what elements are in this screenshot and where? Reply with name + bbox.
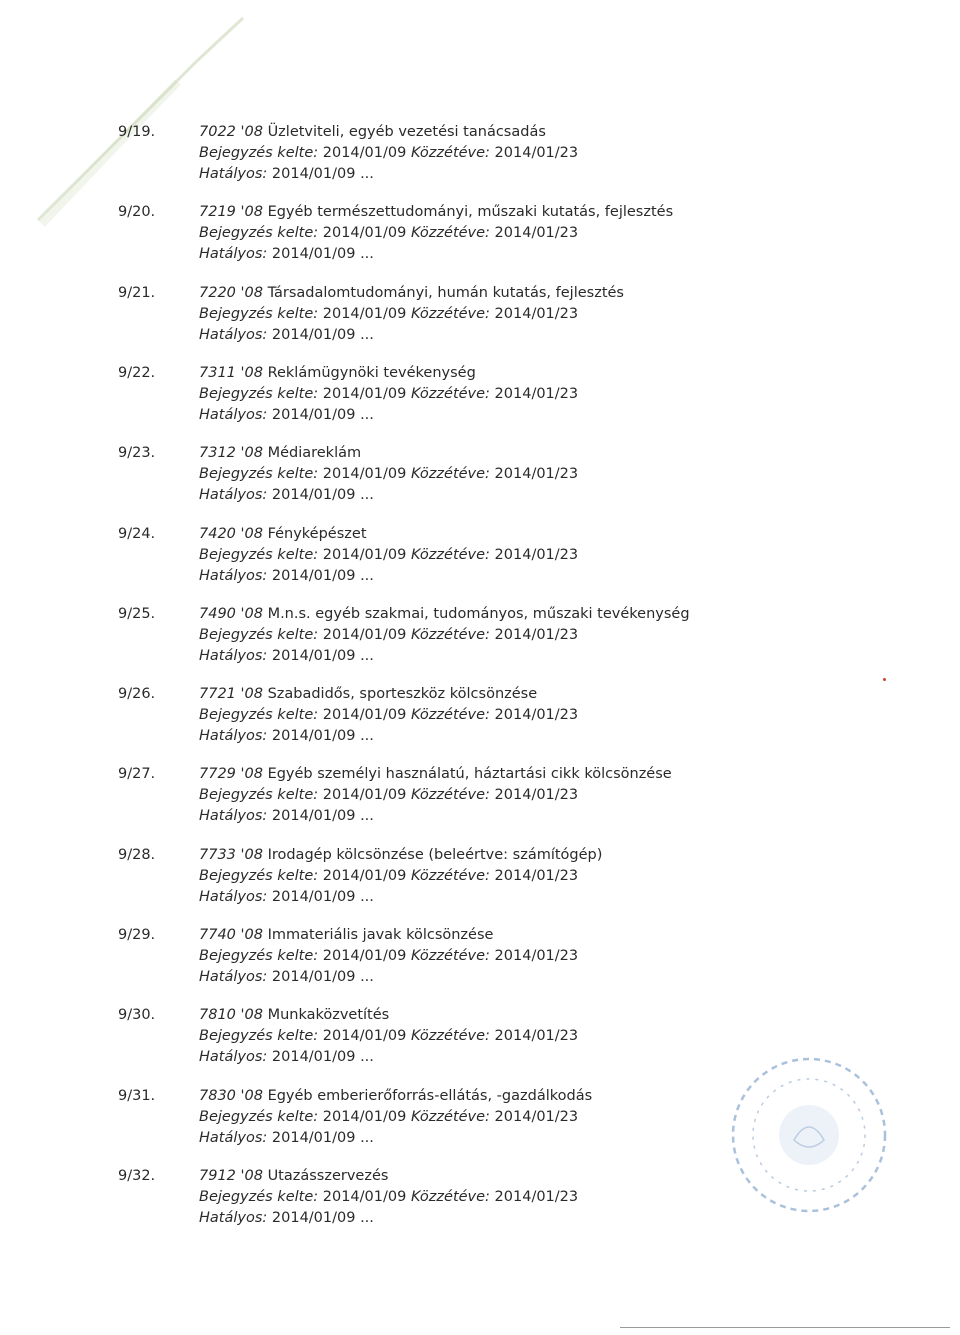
activity-entry — [0, 202, 900, 268]
teaor-code: 7420 '08 — [199, 526, 263, 542]
entry-number: 9/23. — [118, 445, 156, 461]
published-date: 2014/01/23 — [494, 868, 579, 884]
published-label: Közzétéve: — [410, 547, 490, 563]
effective-label: Hatályos: — [199, 808, 268, 824]
effective-date: 2014/01/09 ... — [271, 166, 374, 182]
effective-label: Hatályos: — [199, 407, 268, 423]
effective-date: 2014/01/09 ... — [271, 1210, 374, 1226]
published-label: Közzétéve: — [410, 948, 490, 964]
published-label: Közzétéve: — [410, 1028, 490, 1044]
published-label: Közzétéve: — [410, 1189, 490, 1205]
registration-date: 2014/01/09 — [322, 386, 407, 402]
activity-description: Médiareklám — [267, 445, 362, 461]
activity-line — [199, 845, 899, 866]
published-date: 2014/01/23 — [494, 145, 579, 161]
registration-line — [199, 1026, 899, 1047]
registration-line — [199, 304, 899, 325]
effective-label: Hatályos: — [199, 728, 268, 744]
entry-number: 9/24. — [118, 526, 156, 542]
registration-label: Bejegyzés kelte: — [199, 948, 319, 964]
effective-date: 2014/01/09 ... — [271, 487, 374, 503]
activity-description: Egyéb emberierőforrás-ellátás, -gazdálkodás — [267, 1088, 593, 1104]
effective-label: Hatályos: — [199, 969, 268, 985]
teaor-code: 7022 '08 — [199, 124, 263, 140]
registration-date: 2014/01/09 — [322, 466, 407, 482]
effective-label: Hatályos: — [199, 1049, 268, 1065]
effective-date: 2014/01/09 ... — [271, 407, 374, 423]
teaor-code: 7220 '08 — [199, 285, 263, 301]
effective-date: 2014/01/09 ... — [271, 969, 374, 985]
activity-entry — [0, 363, 900, 429]
entry-number: 9/22. — [118, 365, 156, 381]
registration-label: Bejegyzés kelte: — [199, 627, 319, 643]
teaor-code: 7729 '08 — [199, 766, 263, 782]
activity-description: M.n.s. egyéb szakmai, tudományos, műszaki tevékenység — [267, 606, 690, 622]
effective-line — [199, 485, 899, 506]
activity-description: Egyéb természettudományi, műszaki kutatás, fejlesztés — [267, 204, 674, 220]
teaor-code: 7721 '08 — [199, 686, 263, 702]
entry-number: 9/29. — [118, 927, 156, 943]
effective-date: 2014/01/09 ... — [271, 808, 374, 824]
registration-date: 2014/01/09 — [322, 707, 407, 723]
registration-label: Bejegyzés kelte: — [199, 1189, 319, 1205]
registration-date: 2014/01/09 — [322, 868, 407, 884]
registration-date: 2014/01/09 — [322, 145, 407, 161]
registration-line — [199, 866, 899, 887]
scan-artifact-streak — [28, 10, 258, 230]
ink-speck — [883, 678, 886, 681]
effective-line — [199, 164, 899, 185]
teaor-code: 7912 '08 — [199, 1168, 263, 1184]
effective-date: 2014/01/09 ... — [271, 327, 374, 343]
published-date: 2014/01/23 — [494, 787, 579, 803]
effective-line — [199, 726, 899, 747]
activity-line — [199, 684, 899, 705]
entry-number: 9/21. — [118, 285, 156, 301]
entry-number: 9/20. — [118, 204, 156, 220]
effective-label: Hatályos: — [199, 889, 268, 905]
registration-date: 2014/01/09 — [322, 1189, 407, 1205]
bottom-rule — [620, 1327, 950, 1328]
effective-line — [199, 806, 899, 827]
published-date: 2014/01/23 — [494, 386, 579, 402]
effective-date: 2014/01/09 ... — [271, 246, 374, 262]
published-date: 2014/01/23 — [494, 948, 579, 964]
activity-line — [199, 283, 899, 304]
registration-line — [199, 545, 899, 566]
effective-label: Hatályos: — [199, 1210, 268, 1226]
activity-entry — [0, 443, 900, 509]
registration-line — [199, 625, 899, 646]
registration-label: Bejegyzés kelte: — [199, 707, 319, 723]
registration-label: Bejegyzés kelte: — [199, 306, 319, 322]
teaor-code: 7733 '08 — [199, 847, 263, 863]
effective-label: Hatályos: — [199, 487, 268, 503]
teaor-code: 7312 '08 — [199, 445, 263, 461]
effective-date: 2014/01/09 ... — [271, 648, 374, 664]
registration-date: 2014/01/09 — [322, 225, 407, 241]
published-date: 2014/01/23 — [494, 1028, 579, 1044]
published-label: Közzétéve: — [410, 386, 490, 402]
activity-line — [199, 604, 899, 625]
published-date: 2014/01/23 — [494, 707, 579, 723]
effective-date: 2014/01/09 ... — [271, 889, 374, 905]
activity-entry — [0, 684, 900, 750]
activity-description: Immateriális javak kölcsönzése — [267, 927, 494, 943]
activity-description: Fényképészet — [267, 526, 367, 542]
effective-label: Hatályos: — [199, 648, 268, 664]
effective-label: Hatályos: — [199, 327, 268, 343]
effective-label: Hatályos: — [199, 1130, 268, 1146]
effective-label: Hatályos: — [199, 166, 268, 182]
registration-date: 2014/01/09 — [322, 1028, 407, 1044]
registration-date: 2014/01/09 — [322, 787, 407, 803]
activity-line — [199, 122, 899, 143]
effective-line — [199, 887, 899, 908]
registration-line — [199, 946, 899, 967]
published-date: 2014/01/23 — [494, 627, 579, 643]
registration-date: 2014/01/09 — [322, 948, 407, 964]
published-label: Közzétéve: — [410, 707, 490, 723]
published-label: Közzétéve: — [410, 627, 490, 643]
activity-line — [199, 764, 899, 785]
effective-line — [199, 566, 899, 587]
registration-label: Bejegyzés kelte: — [199, 386, 319, 402]
registration-date: 2014/01/09 — [322, 1109, 407, 1125]
activity-description: Egyéb személyi használatú, háztartási cikk kölcsönzése — [267, 766, 672, 782]
registration-date: 2014/01/09 — [322, 627, 407, 643]
registration-label: Bejegyzés kelte: — [199, 787, 319, 803]
activity-entry — [0, 283, 900, 349]
published-label: Közzétéve: — [410, 466, 490, 482]
entry-number: 9/26. — [118, 686, 156, 702]
teaor-code: 7219 '08 — [199, 204, 263, 220]
registration-label: Bejegyzés kelte: — [199, 466, 319, 482]
activity-entry — [0, 845, 900, 911]
teaor-code: 7810 '08 — [199, 1007, 263, 1023]
registration-label: Bejegyzés kelte: — [199, 145, 319, 161]
registration-date: 2014/01/09 — [322, 547, 407, 563]
activity-line — [199, 925, 899, 946]
activity-description: Üzletviteli, egyéb vezetési tanácsadás — [267, 124, 546, 140]
effective-line — [199, 325, 899, 346]
activity-line — [199, 363, 899, 384]
effective-label: Hatályos: — [199, 246, 268, 262]
effective-line — [199, 244, 899, 265]
published-date: 2014/01/23 — [494, 225, 579, 241]
registration-label: Bejegyzés kelte: — [199, 1028, 319, 1044]
registration-line — [199, 384, 899, 405]
registration-label: Bejegyzés kelte: — [199, 547, 319, 563]
activity-description: Szabadidős, sporteszköz kölcsönzése — [267, 686, 538, 702]
registration-label: Bejegyzés kelte: — [199, 1109, 319, 1125]
entry-number: 9/28. — [118, 847, 156, 863]
published-date: 2014/01/23 — [494, 466, 579, 482]
activity-description: Társadalomtudományi, humán kutatás, fejlesztés — [267, 285, 624, 301]
teaor-code: 7740 '08 — [199, 927, 263, 943]
published-date: 2014/01/23 — [494, 1109, 579, 1125]
published-label: Közzétéve: — [410, 787, 490, 803]
registration-line — [199, 223, 899, 244]
activity-line — [199, 443, 899, 464]
court-stamp-seal — [726, 1052, 892, 1218]
registration-line — [199, 705, 899, 726]
effective-date: 2014/01/09 ... — [271, 568, 374, 584]
teaor-code: 7311 '08 — [199, 365, 263, 381]
activity-entry — [0, 122, 900, 188]
published-label: Közzétéve: — [410, 145, 490, 161]
activity-line — [199, 524, 899, 545]
registration-line — [199, 464, 899, 485]
published-date: 2014/01/23 — [494, 547, 579, 563]
published-date: 2014/01/23 — [494, 1189, 579, 1205]
published-label: Közzétéve: — [410, 868, 490, 884]
effective-line — [199, 646, 899, 667]
effective-date: 2014/01/09 ... — [271, 1130, 374, 1146]
teaor-code: 7490 '08 — [199, 606, 263, 622]
entry-number: 9/19. — [118, 124, 156, 140]
activity-description: Reklámügynöki tevékenység — [267, 365, 476, 381]
entry-number: 9/27. — [118, 766, 156, 782]
effective-label: Hatályos: — [199, 568, 268, 584]
entry-number: 9/30. — [118, 1007, 156, 1023]
activity-description: Munkaközvetítés — [267, 1007, 390, 1023]
activity-description: Utazásszervezés — [267, 1168, 389, 1184]
published-label: Közzétéve: — [410, 1109, 490, 1125]
effective-line — [199, 405, 899, 426]
activity-entry — [0, 764, 900, 830]
registration-label: Bejegyzés kelte: — [199, 225, 319, 241]
activity-line — [199, 1005, 899, 1026]
registration-line — [199, 143, 899, 164]
effective-date: 2014/01/09 ... — [271, 1049, 374, 1065]
activity-entry — [0, 604, 900, 670]
activity-entry — [0, 524, 900, 590]
effective-line — [199, 967, 899, 988]
entry-number: 9/32. — [118, 1168, 156, 1184]
teaor-code: 7830 '08 — [199, 1088, 263, 1104]
published-date: 2014/01/23 — [494, 306, 579, 322]
registration-label: Bejegyzés kelte: — [199, 868, 319, 884]
activity-description: Irodagép kölcsönzése (beleértve: számítógép) — [267, 847, 603, 863]
published-label: Közzétéve: — [410, 306, 490, 322]
entry-number: 9/31. — [118, 1088, 156, 1104]
activity-line — [199, 202, 899, 223]
entry-number: 9/25. — [118, 606, 156, 622]
published-label: Közzétéve: — [410, 225, 490, 241]
registration-date: 2014/01/09 — [322, 306, 407, 322]
activity-entry — [0, 925, 900, 991]
registration-line — [199, 785, 899, 806]
effective-date: 2014/01/09 ... — [271, 728, 374, 744]
